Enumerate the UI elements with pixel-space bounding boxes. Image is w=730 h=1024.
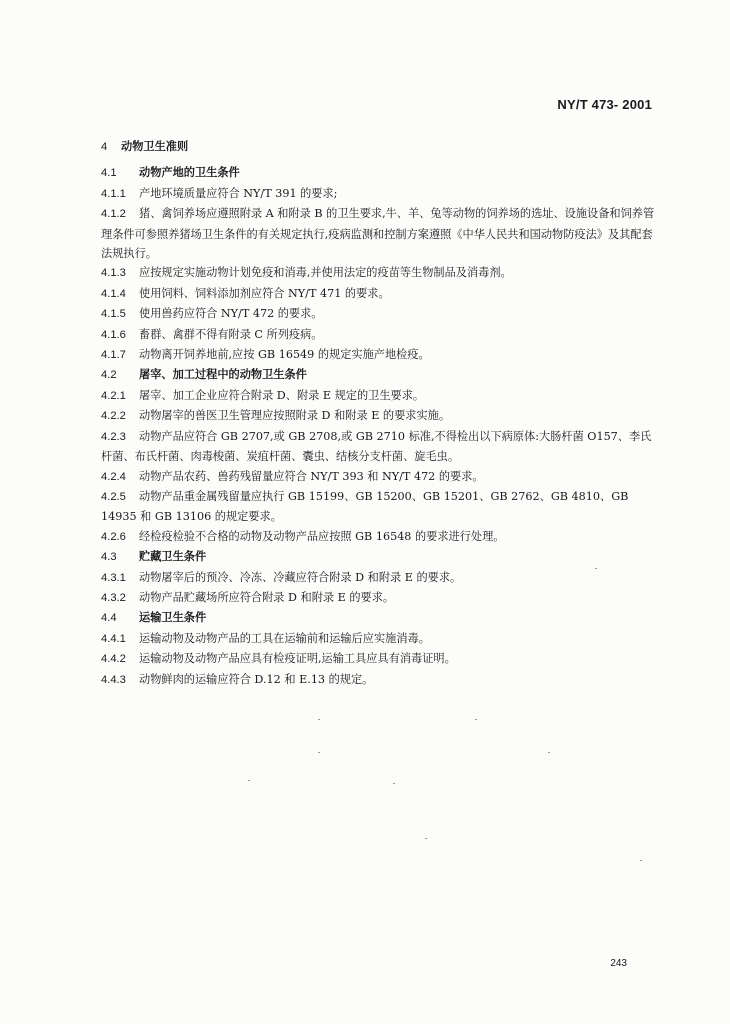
clause	[101, 345, 657, 365]
clause-text: 动物屠宰的兽医卫生管理应按照附录 D 和附录 E 的要求实施。	[139, 409, 451, 423]
clause	[101, 304, 657, 324]
scan-speck	[640, 860, 642, 861]
clause-number: 4.2.2	[101, 410, 126, 423]
clause	[101, 406, 657, 426]
clause	[101, 284, 657, 304]
clause-number: 4.1.7	[101, 349, 126, 362]
clause-number: 4.2.1	[101, 389, 126, 402]
clause	[101, 670, 657, 690]
clause	[101, 204, 657, 263]
clause-number: 4.3	[101, 551, 117, 564]
clause	[101, 629, 657, 649]
clause-number: 4.2.4	[101, 470, 126, 483]
clause-number: 4.1.6	[101, 328, 126, 341]
clause-text: 动物离开饲养地前,应按 GB 16549 的规定实施产地检疫。	[139, 348, 430, 362]
clause-text: 畜群、禽群不得有附录 C 所列疫病。	[139, 327, 323, 341]
scan-speck	[475, 719, 477, 720]
clause-number: 4.2.3	[101, 430, 126, 443]
clause-text: 使用饲料、饲料添加剂应符合 NY/T 471 的要求。	[139, 286, 390, 300]
clause-text: 动物产地的卫生条件	[139, 165, 240, 180]
scan-speck	[318, 752, 320, 753]
clause	[101, 527, 657, 547]
scan-speck	[318, 719, 320, 720]
scan-speck	[548, 752, 550, 753]
subsection-heading	[101, 547, 657, 567]
clause-number: 4.4.1	[101, 632, 126, 645]
clause-text: 产地环境质量应符合 NY/T 391 的要求;	[139, 186, 338, 200]
clause-text: 应按规定实施动物计划免疫和消毒,并使用法定的疫苗等生物制品及消毒剂。	[139, 266, 512, 280]
clause-text: 屠宰、加工企业应符合附录 D、附录 E 规定的卫生要求。	[139, 388, 425, 402]
clause	[101, 263, 657, 283]
clause-number: 4.2.5	[101, 490, 126, 503]
clause	[101, 325, 657, 345]
scan-speck	[248, 780, 250, 781]
section-heading	[101, 137, 657, 157]
clause-text: 贮藏卫生条件	[139, 549, 207, 564]
clause-number: 4.1.3	[101, 267, 126, 280]
clause	[101, 588, 657, 608]
subsection-heading	[101, 365, 657, 385]
clause-text: 猪、禽饲养场应遵照附录 A 和附录 B 的卫生要求,牛、羊、兔等动物的饲养场的选址、设施设备和饲养管理条件可参照养猪场卫生条件的有关规定执行,疫病监测和控制方案遵照《中华人民共和国动物防疫法》及其配套法规执行。	[101, 207, 655, 261]
clause-number: 4.4.3	[101, 673, 126, 686]
subsection-heading	[101, 608, 657, 628]
document-body	[101, 137, 657, 690]
clause-number: 4.3.1	[101, 571, 126, 584]
subsection-heading	[101, 163, 657, 183]
clause-number: 4.2.6	[101, 530, 126, 543]
clause-number: 4.3.2	[101, 591, 126, 604]
section-number: 4	[101, 141, 108, 153]
clause-number: 4.1.1	[101, 187, 126, 200]
clause-number: 4.1.5	[101, 308, 126, 321]
clause-text: 动物鲜肉的运输应符合 D.12 和 E.13 的规定。	[139, 672, 374, 686]
scan-speck	[393, 783, 395, 784]
clause-text: 运输动物及动物产品应具有检疫证明,运输工具应具有消毒证明。	[139, 652, 456, 666]
clause-number: 4.1	[101, 167, 117, 180]
section-title: 动物卫生准则	[121, 139, 189, 153]
clause-text: 动物产品贮藏场所应符合附录 D 和附录 E 的要求。	[139, 590, 395, 604]
clause-number: 4.2	[101, 369, 117, 382]
clause	[101, 467, 657, 487]
clause-text: 动物产品应符合 GB 2707,或 GB 2708,或 GB 2710 标准,不得检出以下病原体:大肠杆菌 O157、李氏杆菌、布氏杆菌、肉毒梭菌、炭疽杆菌、囊虫、结核分支杆菌、旋毛虫。	[101, 429, 652, 464]
clause-text: 动物屠宰后的预冷、冷冻、冷藏应符合附录 D 和附录 E 的要求。	[139, 570, 462, 584]
clause-text: 经检疫检验不合格的动物及动物产品应按照 GB 16548 的要求进行处理。	[139, 529, 505, 543]
clause-number: 4.1.2	[101, 208, 126, 221]
clause	[101, 427, 657, 467]
clause-text: 运输动物及动物产品的工具在运输前和运输后应实施消毒。	[139, 631, 430, 645]
clause-text: 运输卫生条件	[139, 610, 207, 625]
clause-text: 屠宰、加工过程中的动物卫生条件	[139, 367, 307, 382]
clause-number: 4.4	[101, 612, 117, 625]
clause-text: 使用兽药应符合 NY/T 472 的要求。	[139, 307, 323, 321]
clause-text: 动物产品重金属残留量应执行 GB 15199、GB 15200、GB 15201、GB 2762、GB 4810、GB 14935 和 GB 13106 的规定要求。	[101, 489, 629, 524]
clause	[101, 568, 657, 588]
clause-text: 动物产品农药、兽药残留量应符合 NY/T 393 和 NY/T 472 的要求。	[139, 469, 484, 483]
clause-number: 4.1.4	[101, 287, 126, 300]
clause-number: 4.4.2	[101, 653, 126, 666]
clause	[101, 487, 657, 527]
scan-speck	[595, 568, 597, 569]
clause	[101, 386, 657, 406]
scan-speck	[425, 838, 427, 839]
page-number: 243	[610, 958, 627, 969]
clause-list	[101, 163, 657, 690]
clause	[101, 184, 657, 204]
clause	[101, 649, 657, 669]
standard-code-header: NY/T 473- 2001	[557, 97, 652, 112]
